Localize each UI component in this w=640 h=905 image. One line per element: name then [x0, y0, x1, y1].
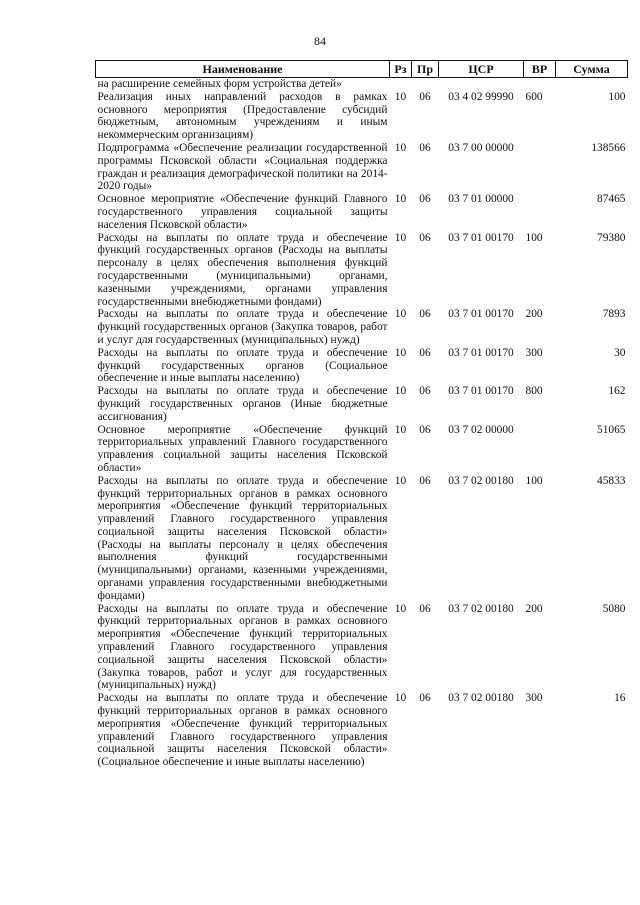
header-vr: ВР	[524, 61, 556, 78]
row-vr: 600	[525, 90, 543, 103]
row-name: Расходы на выплаты по оплате труда и обеспечение функций государственных органов (Иные бюджетные ассигнования)	[97, 385, 388, 423]
table-row	[96, 232, 628, 309]
row-pr: 06	[419, 346, 431, 359]
row-sum: 7893	[602, 308, 626, 321]
row-rz: 10	[394, 193, 407, 206]
row-sum: 100	[608, 90, 626, 103]
header-pr: Пр	[412, 61, 439, 78]
row-rz: 10	[394, 346, 407, 359]
row-sum: 16	[614, 692, 626, 705]
row-vr: 100	[525, 474, 543, 487]
table-row	[96, 308, 628, 346]
header-rz: Рз	[390, 61, 412, 78]
row-csr: 03 7 00 00000	[448, 141, 514, 154]
row-rz: 10	[394, 231, 407, 244]
row-pr	[412, 78, 439, 91]
table-row	[96, 91, 628, 142]
row-csr: 03 7 01 00170	[448, 308, 514, 321]
row-csr: 03 7 02 00180	[448, 474, 514, 487]
header-csr: ЦСР	[439, 61, 524, 78]
row-sum: 51065	[597, 423, 626, 436]
row-pr: 06	[419, 423, 431, 436]
table-row	[96, 142, 628, 193]
row-csr: 03 7 01 00170	[448, 231, 514, 244]
row-rz: 10	[394, 692, 407, 705]
row-rz: 10	[394, 423, 407, 436]
row-name: Расходы на выплаты по оплате труда и обеспечение функций территориальных органов в рамках основного мероприятия «Обеспечение функций территориальных управлений Главного государственного управления социальной защиты населения Псковской области» (Закупка товаров, работ и услуг для государственных (муниципальных) нужд)	[97, 602, 388, 692]
row-name: Расходы на выплаты по оплате труда и обеспечение функций государственных органов (Закупка товаров, работ и услуг для государственных (муниципальных) нужд)	[97, 308, 388, 346]
row-csr: 03 7 02 00180	[448, 602, 514, 615]
row-sum: 138566	[591, 141, 626, 154]
row-vr	[524, 424, 556, 475]
table-row	[96, 603, 628, 693]
row-rz: 10	[394, 474, 407, 487]
table-body	[96, 78, 628, 770]
row-name: Расходы на выплаты по оплате труда и обеспечение функций государственных органов (Расходы на выплаты персоналу в целях обеспечения выполнения функций государственными (муниципальными) органами, казенными учреждениями, органами управления государственными внебюджетными фондами)	[97, 231, 388, 308]
row-vr	[524, 193, 556, 231]
row-name: Расходы на выплаты по оплате труда и обеспечение функций территориальных органов в рамках основного мероприятия «Обеспечение функций территориальных управлений Главного государственного управления социальной защиты населения Псковской области» (Расходы на выплаты персоналу в целях обеспечения выполнения функций государственными (муниципальными) органами, казенными учреждениями, органами управления государственными внебюджетными фондами)	[97, 474, 388, 602]
row-sum: 5080	[602, 602, 626, 615]
table-row	[96, 347, 628, 385]
row-vr: 200	[525, 308, 543, 321]
table-row	[96, 78, 628, 91]
header-name: Наименование	[96, 61, 390, 78]
row-rz: 10	[394, 308, 407, 321]
row-pr: 06	[419, 308, 431, 321]
table-row	[96, 385, 628, 423]
row-name: Подпрограмма «Обеспечение реализации государственной программы Псковской области «Социальная поддержка граждан и реализация демографической политики на 2014-2020 годы»	[97, 141, 388, 193]
row-csr: 03 7 02 00180	[448, 692, 514, 705]
row-sum: 79380	[597, 231, 626, 244]
table-row	[96, 475, 628, 603]
row-rz: 10	[394, 141, 407, 154]
budget-table	[95, 60, 628, 769]
row-csr: 03 7 01 00170	[448, 346, 514, 359]
row-vr: 300	[525, 692, 543, 705]
row-pr: 06	[419, 193, 431, 206]
row-csr: 03 7 02 00000	[448, 423, 514, 436]
row-pr: 06	[419, 231, 431, 244]
row-pr: 06	[419, 692, 431, 705]
row-vr: 100	[525, 231, 543, 244]
row-sum: 30	[614, 346, 626, 359]
row-vr: 800	[525, 385, 543, 398]
row-name: Основное мероприятие «Обеспечение функций территориальных управлений Главного государственного управления социальной защиты населения Псковской области»	[97, 423, 388, 474]
table-header-row	[96, 61, 628, 78]
row-name: Расходы на выплаты по оплате труда и обеспечение функций государственных органов (Социальное обеспечение и иные выплаты населению)	[97, 346, 388, 385]
row-vr	[524, 142, 556, 193]
row-rz	[390, 78, 412, 91]
row-vr	[524, 78, 556, 91]
row-sum: 45833	[597, 474, 626, 487]
row-pr: 06	[419, 602, 431, 615]
row-vr: 300	[525, 346, 543, 359]
row-pr: 06	[419, 385, 431, 398]
row-name: Основное мероприятие «Обеспечение функций Главного государственного управления социальной защиты населения Псковской области»	[97, 193, 388, 231]
table-row	[96, 424, 628, 475]
table-row	[96, 193, 628, 231]
row-csr: 03 7 01 00000	[448, 193, 514, 206]
row-sum: 87465	[597, 193, 626, 206]
row-vr: 200	[525, 602, 543, 615]
row-rz: 10	[394, 385, 407, 398]
row-csr: 03 4 02 99990	[448, 90, 514, 103]
page-number: 84	[314, 34, 326, 48]
row-pr: 06	[419, 474, 431, 487]
row-name: на расширение семейных форм устройства детей»	[97, 78, 342, 90]
header-sum: Сумма	[556, 61, 628, 78]
row-sum	[556, 78, 628, 91]
row-pr: 06	[419, 141, 431, 154]
row-name: Расходы на выплаты по оплате труда и обеспечение функций территориальных органов в рамках основного мероприятия «Обеспечение функций территориальных управлений Главного государственного управления социальной защиты населения Псковской области» (Социальное обеспечение и иные выплаты населению)	[97, 692, 388, 769]
row-pr: 06	[419, 90, 431, 103]
row-rz: 10	[394, 602, 407, 615]
row-csr	[439, 78, 524, 91]
row-rz: 10	[394, 90, 407, 103]
row-sum: 162	[608, 385, 626, 398]
row-name: Реализация иных направлений расходов в рамках основного мероприятия (Предоставление субсидий бюджетным, автономным учреждениям и иным некоммерческим организациям)	[97, 90, 388, 142]
row-csr: 03 7 01 00170	[448, 385, 514, 398]
table-row	[96, 692, 628, 769]
